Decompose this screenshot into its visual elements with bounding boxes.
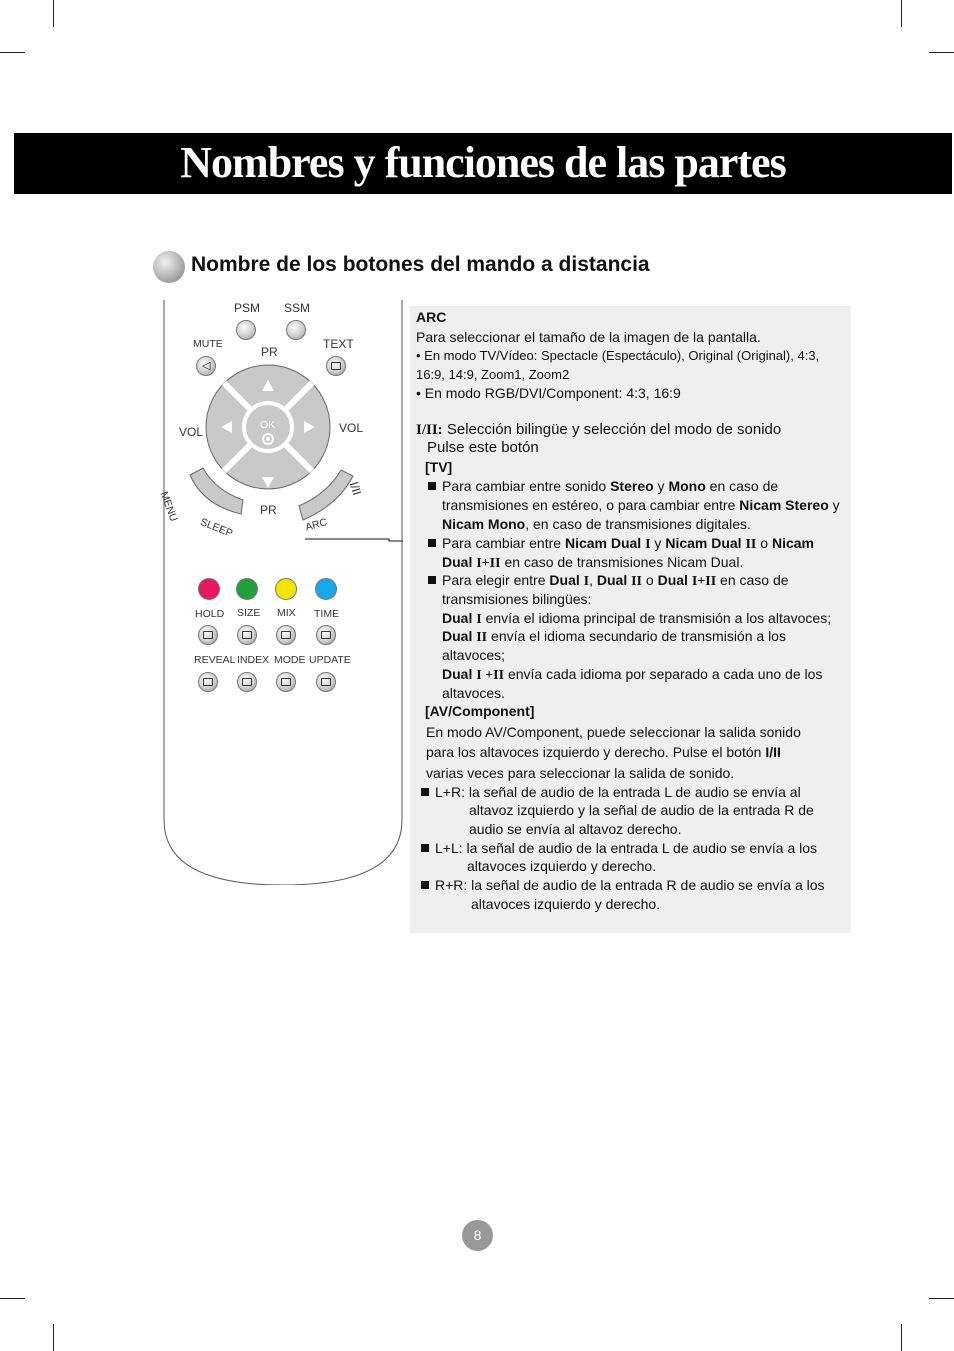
text: Nicam: [771, 535, 814, 551]
dual-i-row: [442, 609, 831, 629]
iii-label: I/II:: [416, 422, 443, 438]
mute-button[interactable]: [196, 356, 216, 376]
text: envía el idioma principal de transmisión a los altavoces;: [481, 610, 832, 626]
blue-button[interactable]: [315, 578, 337, 600]
pr-bottom-label: PR: [260, 503, 277, 517]
text: Stereo: [610, 478, 654, 494]
text-icon: [331, 362, 341, 370]
mode-label: MODE: [274, 654, 306, 666]
i-ii-label: I/II: [346, 480, 365, 498]
reveal-icon: [203, 678, 213, 686]
update-label: UPDATE: [309, 654, 351, 666]
reveal-label: REVEAL: [194, 654, 236, 666]
bullet-icon: [428, 482, 436, 490]
time-icon: [321, 631, 331, 639]
text: Nicam Mono: [442, 516, 526, 532]
tv-bullet-3: [428, 571, 789, 591]
text: R+R: la señal de audio de la entrada R de audio se envía a los: [435, 877, 825, 893]
text: Para cambiar entre: [442, 535, 565, 551]
section-title: Nombre de los botones del mando a distancia: [191, 253, 650, 276]
remote-illustration: [157, 300, 403, 885]
crop-mark: [0, 1298, 25, 1299]
psm-button[interactable]: [236, 320, 256, 340]
tv-bullet-1-line2: [442, 496, 840, 514]
rr-option: [421, 876, 825, 894]
text: en caso de: [716, 572, 789, 588]
lr-option-line2: altavoz izquierdo y la señal de audio de la entrada R de: [469, 802, 814, 818]
crop-mark: [901, 0, 902, 27]
green-button[interactable]: [236, 578, 258, 600]
mode-button[interactable]: [276, 672, 296, 692]
page-title: Nombres y funciones de las partes: [180, 138, 786, 187]
text: L+R: la señal de audio de la entrada L de audio se envía al: [435, 784, 801, 800]
time-button[interactable]: [316, 625, 336, 645]
tv-bullet-1-line3: [442, 515, 751, 533]
text: II: [745, 537, 757, 552]
crop-mark: [929, 1298, 954, 1299]
av-line-3: varias veces para seleccionar la salida de sonido.: [426, 765, 735, 781]
size-icon: [242, 631, 252, 639]
tv-bullet-2: [428, 534, 814, 554]
text-button[interactable]: [326, 356, 346, 376]
info-panel: [410, 306, 851, 933]
text: o: [642, 572, 658, 588]
reveal-button[interactable]: [198, 672, 218, 692]
text: envía el idioma secundario de transmisión a los: [487, 628, 786, 644]
text: en caso de transmisiones Nicam Dual.: [500, 554, 744, 570]
mix-button[interactable]: [276, 625, 296, 645]
mix-icon: [281, 631, 291, 639]
mode-icon: [281, 678, 291, 686]
lr-option-line3: audio se envía al altavoz derecho.: [469, 821, 682, 837]
ll-option-line2: altavoces izquierdo y derecho.: [467, 858, 657, 874]
text: ,: [589, 572, 597, 588]
text: o: [756, 535, 772, 551]
text: Dual: [442, 610, 477, 626]
hold-icon: [203, 631, 213, 639]
hold-button[interactable]: [198, 625, 218, 645]
text: I: [476, 612, 482, 627]
psm-label: PSM: [234, 301, 261, 315]
crop-mark: [53, 0, 54, 27]
iii-press: Pulse este botón: [427, 439, 539, 456]
ssm-label: SSM: [284, 301, 311, 315]
arc-label: ARC: [304, 516, 329, 534]
text: II: [631, 574, 643, 589]
mute-label: MUTE: [193, 338, 223, 350]
crop-mark: [53, 1324, 54, 1351]
crop-mark: [0, 52, 25, 53]
size-button[interactable]: [237, 625, 257, 645]
text: I+II: [476, 556, 501, 571]
tv-heading: [TV]: [425, 459, 453, 475]
bullet-icon: [428, 576, 436, 584]
bullet-icon: [421, 844, 429, 852]
size-label: SIZE: [237, 607, 261, 619]
vol-right-label: VOL: [339, 421, 364, 435]
yellow-button[interactable]: [275, 578, 297, 600]
text: en caso de: [705, 478, 779, 494]
text: I +II: [476, 668, 505, 683]
av-line-1: En modo AV/Component, puede seleccionar la salida sonido: [426, 724, 801, 740]
title-banner: [14, 133, 952, 194]
text: , en caso de transmisiones digitales.: [525, 516, 751, 532]
arc-description: Para seleccionar el tamaño de la imagen de la pantalla.: [416, 329, 761, 345]
time-label: TIME: [314, 608, 340, 620]
page-number: 8: [462, 1220, 493, 1251]
text: transmisiones en estéreo, o para cambiar entre: [442, 497, 740, 513]
text: Nicam Dual: [665, 535, 746, 551]
text: Mono: [668, 478, 706, 494]
text: I/II: [765, 744, 781, 760]
text: I: [645, 537, 651, 552]
av-line-2: [426, 743, 781, 761]
ssm-button[interactable]: [286, 320, 306, 340]
bullet-icon: [421, 788, 429, 796]
mix-label: MIX: [277, 607, 296, 619]
text: Dual: [657, 572, 692, 588]
vol-left-label: VOL: [179, 425, 204, 439]
arc-i-ii-button[interactable]: [299, 470, 353, 520]
text: y: [653, 478, 669, 494]
index-icon: [242, 678, 252, 686]
arc-heading: ARC: [416, 309, 447, 325]
tv-bullet-3-line2: transmisiones bilingües:: [442, 591, 592, 607]
red-button[interactable]: [198, 578, 220, 600]
text: Nicam Dual: [564, 535, 646, 551]
text: Para elegir entre: [442, 572, 550, 588]
crop-mark: [901, 1324, 902, 1351]
index-button[interactable]: [237, 672, 257, 692]
text: y: [828, 497, 840, 513]
text: Dual: [442, 554, 477, 570]
text: envía cada idioma por separado a cada uno de los: [504, 666, 823, 682]
mute-icon: ◁: [202, 360, 211, 372]
text: Dual: [442, 628, 477, 644]
ok-label: OK: [260, 419, 276, 431]
update-icon: [321, 678, 331, 686]
dual-iii-row-line2: altavoces.: [442, 685, 506, 701]
lr-option: [421, 783, 801, 801]
index-label: INDEX: [237, 654, 270, 666]
text: Dual: [549, 572, 584, 588]
dual-ii-row: [442, 627, 786, 647]
tv-bullet-2-line2: [442, 553, 743, 573]
text: II: [476, 630, 488, 645]
text: y: [650, 535, 666, 551]
text-label: TEXT: [323, 337, 354, 351]
pr-top-label: PR: [261, 345, 278, 359]
menu-sleep-button[interactable]: [190, 468, 242, 514]
dual-ii-row-line2: altavoces;: [442, 647, 506, 663]
text: I+II: [691, 574, 717, 589]
section-bullet-icon: [153, 251, 185, 283]
text: L+L: la señal de audio de la entrada L de audio se envía a los: [435, 840, 818, 856]
bullet-icon: [421, 881, 429, 889]
iii-description: Selección bilingüe y selección del modo de sonido: [442, 421, 782, 438]
rr-option-line2: altavoces izquierdo y derecho.: [471, 896, 661, 912]
update-button[interactable]: [316, 672, 336, 692]
text: I: [583, 574, 590, 589]
hold-label: HOLD: [195, 608, 225, 620]
sleep-label: SLEEP: [198, 516, 235, 540]
av-heading: [AV/Component]: [425, 703, 535, 719]
text: Dual: [442, 666, 477, 682]
bullet-icon: [428, 539, 436, 547]
text: Nicam Stereo: [739, 497, 829, 513]
text: Para cambiar entre sonido: [442, 478, 611, 494]
tv-bullet-1: [428, 477, 778, 495]
arc-rgb-mode: • En modo RGB/DVI/Component: 4:3, 16:9: [416, 385, 681, 401]
dual-iii-row: [442, 665, 822, 685]
arc-tv-mode: • En modo TV/Vídeo: Spectacle (Espectáculo), Original (Original), 4:3,: [416, 348, 820, 363]
crop-mark: [929, 52, 954, 53]
text: para los altavoces izquierdo y derecho. Pulse el botón: [426, 744, 766, 760]
iii-heading: [416, 421, 781, 439]
menu-label: MENU: [157, 490, 180, 524]
text: Dual: [596, 572, 632, 588]
ll-option: [421, 839, 817, 857]
arc-tv-mode-cont: 16:9, 14:9, Zoom1, Zoom2: [416, 367, 570, 382]
